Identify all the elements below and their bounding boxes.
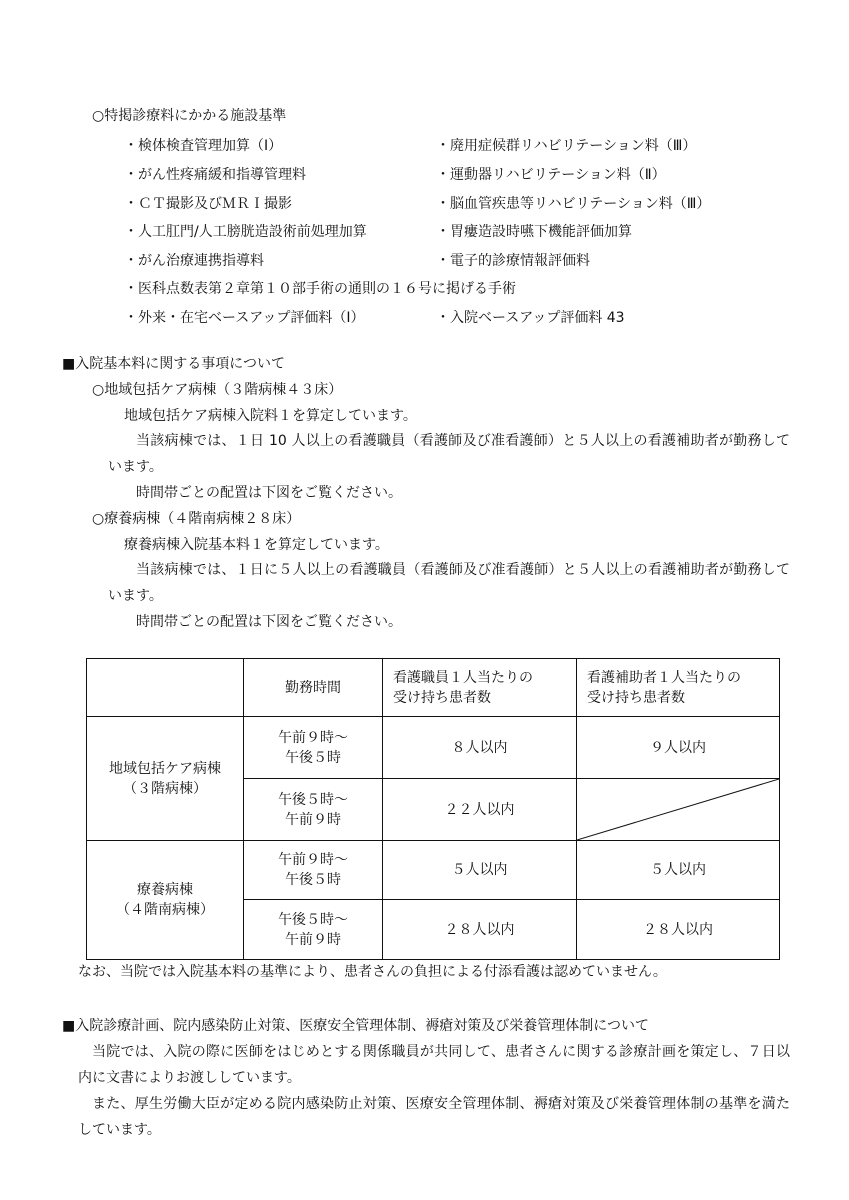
ward-name-line1: 地域包括ケア病棟	[109, 760, 221, 777]
ward1-line3: 時間帯ごとの配置は下図をご覧ください。	[136, 485, 402, 501]
header-nurse	[383, 659, 577, 717]
facility-item-left-5: ・がん治療連携指導料	[124, 253, 264, 269]
ward-name-line1: 療養病棟	[137, 882, 193, 898]
ward2-line1: 療養病棟入院基本料１を算定しています。	[124, 537, 389, 553]
header-aide-line2: 受け持ち患者数	[587, 689, 685, 706]
facility-item-right-3: ・脳血管疾患等リハビリテーション料（Ⅲ）	[436, 196, 711, 212]
facility-item-left-1: ・検体検査管理加算（Ⅰ）	[124, 138, 283, 154]
diagonal-slash	[577, 779, 779, 840]
facility-item-right-5: ・電子的診療情報評価料	[436, 253, 590, 269]
facility-item-right-2: ・運動器リハビリテーション料（Ⅱ）	[436, 167, 666, 183]
facility-item-left-2: ・がん性疼痛緩和指導管理料	[124, 167, 306, 183]
plan-paragraph-1: 当院では、入院の際に医師をはじめとする関係職員が共同して、患者さんに関する診療計画を策定し、７日以内に文書によりお渡ししています。	[78, 1044, 790, 1086]
time-line2: 午後５時	[285, 749, 341, 766]
time-line1: 午前９時～	[278, 729, 348, 746]
time-line2: 午前９時	[285, 931, 341, 948]
aide-ratio-cell: ９人以内	[577, 717, 780, 779]
staffing-table	[86, 658, 780, 960]
facility-item-last-left: ・外来・在宅ベースアップ評価料（Ⅰ）	[124, 310, 365, 326]
plan-paragraph-2: また、厚生労働大臣が定める院内感染防止対策、医療安全管理体制、褥瘡対策及び栄養管理体制の基準を満たしています。	[78, 1096, 790, 1138]
ward1-paragraph: 当該病棟では、１日 10 人以上の看護職員（看護師及び准看護師）と５人以上の看護補助者が勤務しています。	[108, 433, 790, 475]
time-line1: 午後５時～	[278, 911, 348, 928]
time-line2: 午後５時	[285, 872, 341, 888]
table-row	[87, 717, 780, 779]
facility-item-left-3: ・ＣＴ撮影及びＭＲＩ撮影	[124, 196, 292, 212]
facility-item-last-right: ・入院ベースアップ評価料 43	[436, 310, 625, 326]
header-aide-line1: 看護補助者１人当たりの	[587, 669, 741, 686]
header-nurse-line2: 受け持ち患者数	[393, 689, 491, 706]
ward2-paragraph: 当該病棟では、１日に５人以上の看護職員（看護師及び准看護師）と５人以上の看護補助者が勤務しています。	[108, 562, 790, 604]
ward1-line1: 地域包括ケア病棟入院料１を算定しています。	[124, 408, 417, 424]
ward1-title: ○地域包括ケア病棟（３階病棟４３床）	[92, 382, 343, 398]
facility-item-left-4: ・人工肛門/人工膀胱造設術前処理加算	[124, 224, 367, 240]
table-row	[87, 841, 780, 900]
time-cell	[244, 900, 383, 960]
nurse-ratio-cell: ５人以内	[383, 841, 577, 900]
table-note: なお、当院では入院基本料の基準により、患者さんの負担による付添看護は認めていません。	[78, 964, 667, 980]
header-aide	[577, 659, 780, 717]
ward-name-cell	[87, 841, 244, 960]
time-cell	[244, 841, 383, 900]
time-line2: 午前９時	[285, 811, 341, 828]
aide-ratio-cell-empty	[577, 779, 780, 841]
nurse-ratio-cell: ８人以内	[383, 717, 577, 779]
header-empty-cell	[87, 659, 244, 717]
ward2-title: ○療養病棟（４階南病棟２８床）	[92, 511, 301, 527]
time-line1: 午後５時～	[278, 791, 348, 808]
aide-ratio-cell: ２８人以内	[577, 900, 780, 960]
header-nurse-line1: 看護職員１人当たりの	[393, 669, 533, 686]
facility-item-full-row: ・医科点数表第２章第１０部手術の通則の１６号に掲げる手術	[124, 281, 516, 297]
header-hours: 勤務時間	[244, 659, 383, 717]
facility-item-right-4: ・胃瘻造設時嚥下機能評価加算	[436, 224, 632, 240]
ward-name-line2: （４階南病棟）	[116, 902, 214, 918]
ward-name-line2: （３階病棟）	[123, 780, 207, 797]
time-cell	[244, 717, 383, 779]
ward-name-cell	[87, 717, 244, 841]
table-header-row	[87, 659, 780, 717]
nurse-ratio-cell: ２８人以内	[383, 900, 577, 960]
facility-item-right-1: ・廃用症候群リハビリテーション料（Ⅲ）	[436, 138, 697, 154]
aide-ratio-cell: ５人以内	[577, 841, 780, 900]
inpatient-heading: ■入院基本料に関する事項について	[62, 356, 285, 372]
ward2-line3: 時間帯ごとの配置は下図をご覧ください。	[136, 614, 402, 630]
time-cell	[244, 779, 383, 841]
plan-heading: ■入院診療計画、院内感染防止対策、医療安全管理体制、褥瘡対策及び栄養管理体制について	[62, 1018, 649, 1034]
time-line1: 午前９時～	[278, 852, 348, 868]
nurse-ratio-cell: ２２人以内	[383, 779, 577, 841]
facility-heading: ○特掲診療料にかかる施設基準	[92, 108, 287, 124]
